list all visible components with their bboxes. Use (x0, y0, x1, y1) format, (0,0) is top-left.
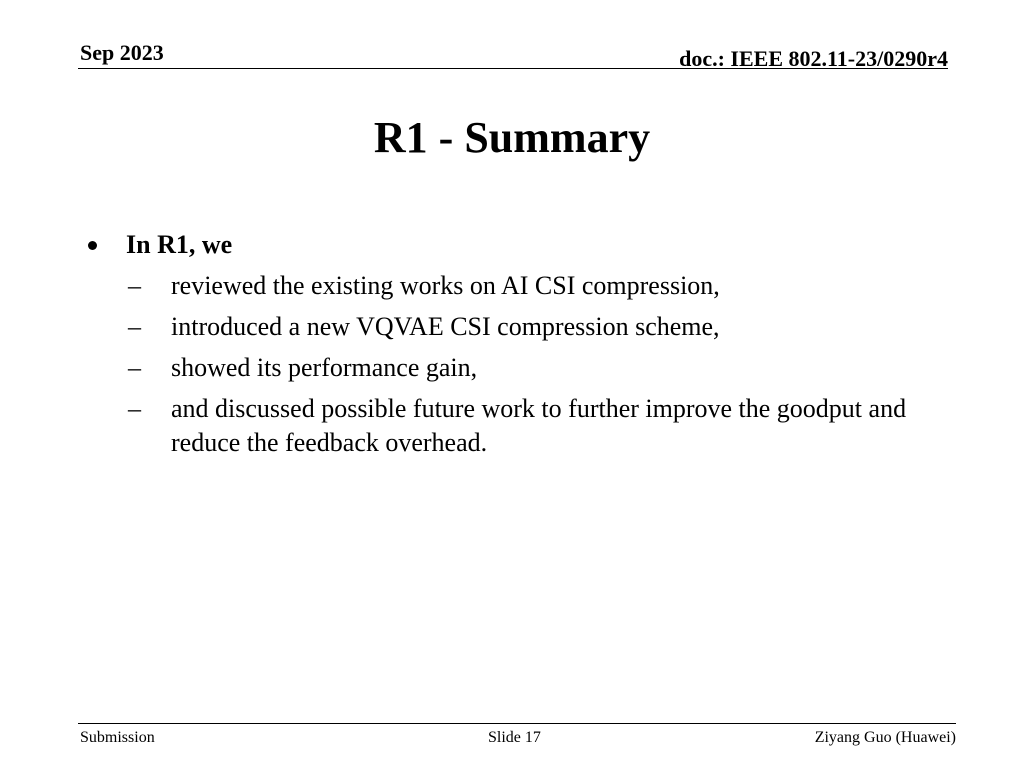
sub-bullet-text: showed its performance gain, (171, 353, 478, 382)
header-divider (78, 68, 948, 69)
footer-submission: Submission (80, 729, 155, 746)
header-doc-id: doc.: IEEE 802.11-23/0290r4 (679, 46, 948, 71)
dash-icon: – (128, 312, 141, 341)
slide-title: R1 - Summary (373, 113, 651, 162)
footer-author: Ziyang Guo (Huawei) (814, 729, 956, 746)
sub-bullet-item (84, 351, 954, 385)
slide-content (84, 228, 954, 467)
sub-bullet-item (84, 269, 954, 303)
sub-bullet-text: and discussed possible future work to further improve the goodput and reduce the feedback overhead. (171, 394, 907, 457)
sub-bullet-text: introduced a new VQVAE CSI compression scheme, (171, 312, 720, 341)
dash-icon: – (128, 271, 141, 300)
header-date: Sep 2023 (80, 40, 164, 65)
sub-bullet-item (84, 392, 954, 460)
bullet-dot-icon (88, 241, 97, 250)
sub-bullet-item (84, 310, 954, 344)
dash-icon: – (128, 394, 141, 423)
footer-slide-number: Slide 17 (488, 729, 541, 746)
dash-icon: – (128, 353, 141, 382)
bullet-item (84, 228, 954, 262)
bullet-text: In R1, we (126, 230, 233, 259)
sub-bullet-text: reviewed the existing works on AI CSI compression, (171, 271, 720, 300)
sub-bullet-list (84, 269, 954, 460)
footer-divider (78, 723, 956, 724)
